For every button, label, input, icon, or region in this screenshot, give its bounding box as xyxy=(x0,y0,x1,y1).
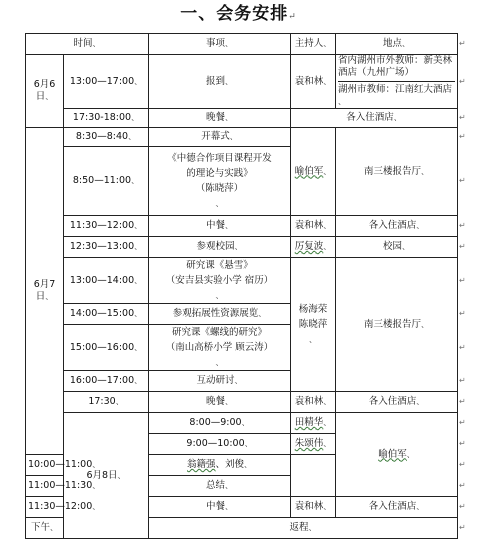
item-cell: 晚餐、 xyxy=(149,392,291,413)
cell-end-mark: 、 xyxy=(225,221,234,230)
item-line: （陈晓萍） xyxy=(195,183,244,194)
host-cell xyxy=(336,413,458,497)
cell-end-mark: 、 xyxy=(117,470,126,480)
cell-end-mark: 、 xyxy=(234,376,243,385)
cell-end-mark: 、 xyxy=(323,166,332,176)
place-cell: 各入住酒店、 xyxy=(336,216,458,237)
item-cell: 参观拓展性资源展览、 xyxy=(149,304,291,325)
cell-end-mark: 、 xyxy=(421,166,430,176)
cell-end-mark: 、 xyxy=(323,502,332,511)
time-cell: 11:00—11:30、 xyxy=(26,476,64,497)
cell-end-mark: 、 xyxy=(234,242,243,251)
cell-end-mark: 、 xyxy=(323,418,332,427)
day-cell: 6月6日、 xyxy=(26,55,64,128)
item-cell: 中餐、 xyxy=(149,216,291,237)
page-title xyxy=(0,2,477,26)
cell-end-mark: 、 xyxy=(215,291,224,300)
cell-end-mark: 、 xyxy=(134,376,143,385)
cell-end-mark: 、 xyxy=(50,523,58,532)
cell-end-mark: 、 xyxy=(134,275,143,285)
cell-end-mark: 、 xyxy=(323,242,332,251)
time-cell: 下午、 xyxy=(26,518,64,539)
table-row xyxy=(26,109,458,128)
paragraph-mark: ↵ xyxy=(459,275,466,285)
header-time: 时间、 xyxy=(26,34,149,55)
time-cell: 16:00—17:00、 xyxy=(64,371,149,392)
cell-end-mark: 、 xyxy=(134,242,143,251)
host-cell: 袁和林、 xyxy=(291,216,336,237)
host-cell: 袁和林、 xyxy=(291,55,336,109)
item-cell: 返程、 xyxy=(149,518,458,539)
paragraph-mark: ↵ xyxy=(459,76,466,86)
header-item: 事项、 xyxy=(149,34,291,55)
speaker-name: 田精华 xyxy=(294,417,324,428)
item-cell xyxy=(149,147,291,216)
cell-end-mark: 、 xyxy=(128,132,137,141)
table-row xyxy=(26,128,458,147)
item-cell xyxy=(149,325,291,371)
item-line: （安吉县实验小学 宿历） xyxy=(165,275,274,286)
host-line: 陈晓萍 xyxy=(298,319,328,330)
agenda-table xyxy=(25,33,458,539)
item-cell: 总结、 xyxy=(149,476,291,497)
paragraph-mark: ↵ xyxy=(459,481,466,490)
cell-end-mark: 、 xyxy=(229,132,238,141)
place-cell: 各入住酒店、 xyxy=(291,109,458,128)
place-line: 省内湖州市外教师：新美林酒店（九州广场） xyxy=(338,55,455,82)
cell-end-mark: 、 xyxy=(134,309,143,318)
cell-end-mark: 、 xyxy=(134,221,143,230)
item-cell: 开幕式、 xyxy=(149,128,291,147)
item-line: 研究课《螺线的研究》 xyxy=(172,327,268,338)
cell-end-mark: 、 xyxy=(308,523,317,532)
time-cell: 15:00—16:00、 xyxy=(64,325,149,371)
day-cell: 6月8日、 xyxy=(64,413,149,539)
time-cell: 8:00—9:00、 xyxy=(149,413,291,434)
cell-end-mark: 、 xyxy=(402,39,411,48)
cell-end-mark: 、 xyxy=(244,439,253,448)
day-cell: 6月7日、 xyxy=(26,128,64,455)
time-cell: 17:30-18:00、 xyxy=(64,109,149,128)
cell-end-mark: 、 xyxy=(215,199,224,208)
cell-end-mark: 、 xyxy=(215,358,224,367)
item-cell xyxy=(149,455,291,476)
time-cell: 8:50—11:00、 xyxy=(64,147,149,216)
table-row xyxy=(26,258,458,304)
cell-end-mark: 、 xyxy=(416,502,425,511)
cell-end-mark: 、 xyxy=(134,76,143,86)
cell-end-mark: 、 xyxy=(92,460,101,469)
cell-end-mark: 、 xyxy=(225,397,234,406)
cell-end-mark: 、 xyxy=(258,309,267,318)
paragraph-mark: ↵ xyxy=(459,39,466,48)
header-row xyxy=(26,34,458,55)
cell-end-mark: 、 xyxy=(225,76,234,86)
cell-end-mark: 、 xyxy=(131,113,140,122)
header-place: 地点、 xyxy=(336,34,458,55)
item-line: （南山高桥小学 顾云涛） xyxy=(165,342,274,353)
item-cell: 晚餐、 xyxy=(149,109,291,128)
header-host: 主持人、 xyxy=(291,34,336,55)
table-row xyxy=(26,55,458,109)
cell-end-mark: 、 xyxy=(323,397,332,406)
place-cell: 各入住酒店、 xyxy=(336,392,458,413)
host-name: 喻伯军 xyxy=(294,165,324,177)
host-cell xyxy=(291,128,336,216)
place-line: 湖州市教师：江南红大酒店 xyxy=(338,84,453,95)
host-cell xyxy=(291,258,336,392)
time-cell: 8:30—8:40、 xyxy=(64,128,149,147)
cell-end-mark: 、 xyxy=(45,292,54,301)
cell-end-mark: 、 xyxy=(402,242,411,251)
paragraph-mark: ↵ xyxy=(459,397,466,406)
item-cell: 互动研讨、 xyxy=(149,371,291,392)
cell-end-mark: 、 xyxy=(115,397,124,406)
cell-end-mark: 、 xyxy=(323,439,332,448)
time-cell: 11:30—12:00、 xyxy=(26,497,64,518)
paragraph-mark: ↵ xyxy=(459,132,466,141)
time-cell: 13:00—17:00、 xyxy=(64,55,149,109)
cell-end-mark: 、 xyxy=(92,481,101,490)
cell-end-mark: 、 xyxy=(225,481,234,490)
cell-end-mark: 、 xyxy=(309,335,318,344)
paragraph-mark: ↵ xyxy=(459,176,466,185)
paragraph-mark: ↵ xyxy=(459,460,466,469)
host-name: 厉复波 xyxy=(294,241,324,252)
item-line: 研究课《悬雪》 xyxy=(186,260,253,271)
paragraph-mark: ↵ xyxy=(459,342,466,352)
item-cell: 报到、 xyxy=(149,55,291,109)
table-row xyxy=(26,413,458,434)
item-cell: 参观校园、 xyxy=(149,237,291,258)
speaker-name: 翁籍强 xyxy=(187,459,216,470)
place-cell: 南三楼报告厅、 xyxy=(336,258,458,392)
table-row xyxy=(26,392,458,413)
cell-end-mark: 、 xyxy=(416,397,425,406)
host-cell xyxy=(291,237,336,258)
paragraph-mark: ↵ xyxy=(459,309,466,318)
cell-end-mark: 、 xyxy=(244,460,253,469)
cell-end-mark: 、 xyxy=(45,92,54,101)
place-cell: 各入住酒店、 xyxy=(336,497,458,518)
cell-end-mark: 、 xyxy=(92,39,101,48)
time-cell: 14:00—15:00、 xyxy=(64,304,149,325)
paragraph-mark: ↵ xyxy=(459,113,466,122)
time-cell: 11:30—12:00、 xyxy=(64,216,149,237)
cell-end-mark: 、 xyxy=(323,76,332,86)
speaker-name: 、刘俊 xyxy=(215,459,245,470)
time-cell: 10:00—11:00、 xyxy=(26,455,64,476)
cell-end-mark: 、 xyxy=(92,502,101,511)
cell-end-mark: 、 xyxy=(323,39,332,48)
time-cell: 13:00—14:00、 xyxy=(64,258,149,304)
cell-end-mark: 、 xyxy=(421,319,430,329)
host-cell: 袁和林、 xyxy=(291,497,336,518)
item-cell xyxy=(291,434,336,455)
cell-end-mark: 、 xyxy=(393,113,402,122)
paragraph-mark: ↵ xyxy=(459,376,466,385)
time-cell: 17:30、 xyxy=(64,392,149,413)
cell-end-mark: 、 xyxy=(225,113,234,122)
paragraph-mark: ↵ xyxy=(459,439,466,448)
place-cell: 南三楼报告厅、 xyxy=(336,128,458,216)
place-cell: 校园、 xyxy=(336,237,458,258)
time-cell: 9:00—10:00、 xyxy=(149,434,291,455)
item-cell xyxy=(291,413,336,434)
host-line: 杨海荣 xyxy=(298,304,328,315)
cell-end-mark: 、 xyxy=(241,418,250,427)
edit-mark: ↵ xyxy=(288,12,297,22)
paragraph-mark: ↵ xyxy=(459,418,466,427)
time-cell: 12:30—13:00、 xyxy=(64,237,149,258)
table-row xyxy=(26,237,458,258)
cell-end-mark: 、 xyxy=(225,39,234,48)
item-line: 《中德合作项目课程开发 xyxy=(167,153,272,164)
paragraph-mark: ↵ xyxy=(459,502,466,511)
item-cell: 中餐、 xyxy=(149,497,291,518)
cell-end-mark: 、 xyxy=(338,97,347,106)
host-name: 喻伯军 xyxy=(378,448,407,460)
paragraph-mark: ↵ xyxy=(459,221,466,230)
item-line: 的理论与实践》 xyxy=(186,168,253,179)
cell-end-mark: 、 xyxy=(416,221,425,230)
paragraph-mark: ↵ xyxy=(459,242,466,251)
cell-end-mark: 、 xyxy=(323,221,332,230)
cell-end-mark: 、 xyxy=(225,502,234,511)
title-text: 一、会务安排 xyxy=(180,4,289,24)
cell-end-mark: 、 xyxy=(406,449,415,459)
place-cell xyxy=(336,55,458,109)
host-cell: 袁和林、 xyxy=(291,392,336,413)
cell-end-mark: 、 xyxy=(134,342,143,352)
table-row xyxy=(26,216,458,237)
paragraph-mark: ↵ xyxy=(459,523,466,532)
item-cell xyxy=(149,258,291,304)
speaker-name: 朱颂伟 xyxy=(294,438,324,449)
cell-end-mark: 、 xyxy=(131,176,140,185)
